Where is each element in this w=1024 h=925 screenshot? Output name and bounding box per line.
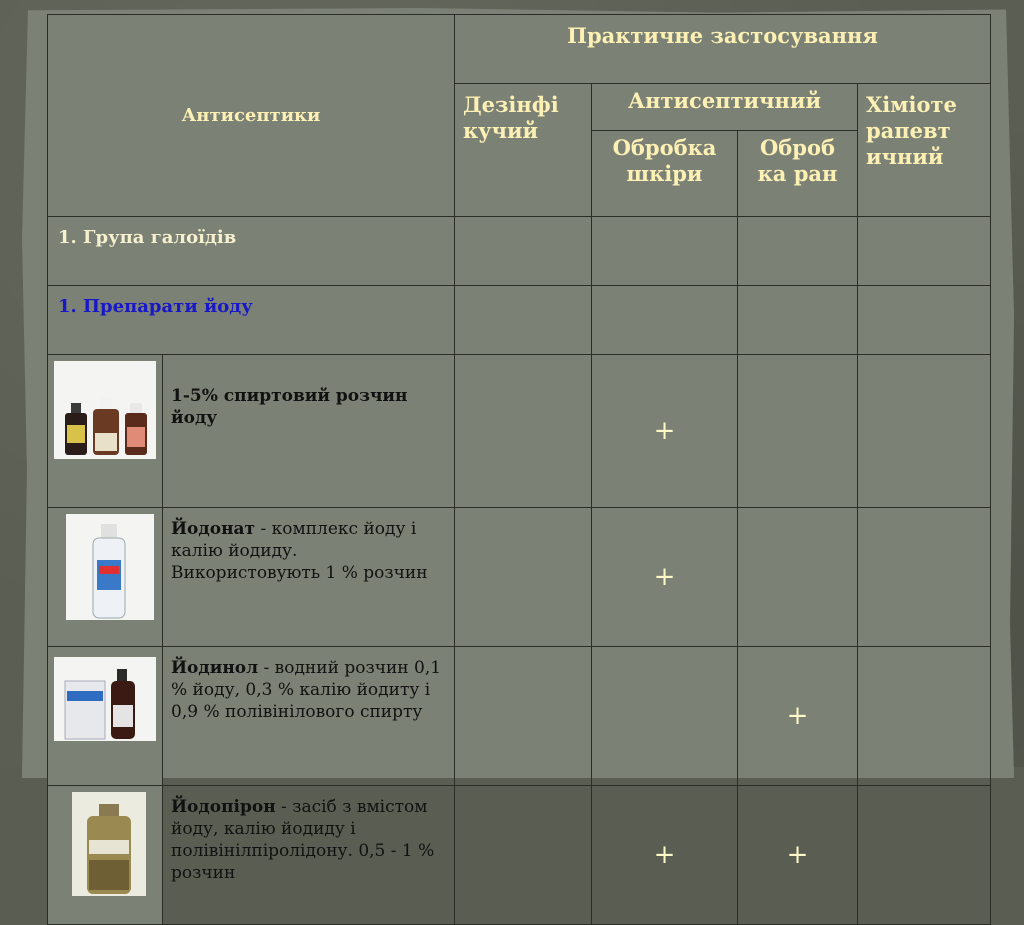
skin-plus-1: + <box>592 355 738 508</box>
iodopiron-jar-image <box>48 786 163 925</box>
header-skin-treatment: Обробка шкіри <box>592 130 738 216</box>
skin-plus-2: + <box>592 508 738 647</box>
iodonat-spray-bottle-image <box>48 508 163 647</box>
iodonat-description: - комплекс йоду і калію йодиду. Використовують 1 % розчин <box>171 519 428 583</box>
group-iodine-preparations: 1. Препарати йоду <box>48 286 455 355</box>
iodopiron-description: - засіб з вмістом йоду, калію йодиду і полівінілпіролідону. 0,5 - 1 % розчин <box>171 797 435 883</box>
group-halides: 1. Група галоїдів <box>48 217 455 286</box>
header-antiseptics: Антисептики <box>48 15 455 217</box>
iodine-bottles-image <box>48 355 163 508</box>
header-wound-treatment: Оброб ка ран <box>738 130 858 216</box>
iodinol-description: - водний розчин 0,1 % йоду, 0,3 % калію йодиту і 0,9 % полівінілового спирту <box>171 658 442 722</box>
wound-plus-4: + <box>738 786 858 925</box>
skin-mark-3 <box>592 647 738 786</box>
header-practical-use: Практичне застосування <box>455 15 991 84</box>
wound-mark-2 <box>738 508 858 647</box>
wound-plus-3: + <box>738 647 858 786</box>
header-antiseptic: Антисептичний <box>592 84 858 131</box>
table-row <box>48 355 991 508</box>
iodine-solution-text: 1-5% спиртовий розчин йоду <box>171 386 408 428</box>
header-chemotherapeutic: Хіміоте рапевт ичний <box>858 84 991 217</box>
iodinol-name: Йодинол <box>171 658 259 678</box>
table-row <box>48 786 991 925</box>
iodonat-name: Йодонат <box>171 519 256 539</box>
iodopiron-name: Йодопірон <box>171 797 276 817</box>
table-row <box>48 647 991 786</box>
wound-mark-1 <box>738 355 858 508</box>
antiseptics-table <box>47 14 991 925</box>
iodinol-bottle-box-image <box>48 647 163 786</box>
skin-plus-4: + <box>592 786 738 925</box>
table-row <box>48 508 991 647</box>
header-disinfectant: Дезінфі кучий <box>455 84 592 217</box>
